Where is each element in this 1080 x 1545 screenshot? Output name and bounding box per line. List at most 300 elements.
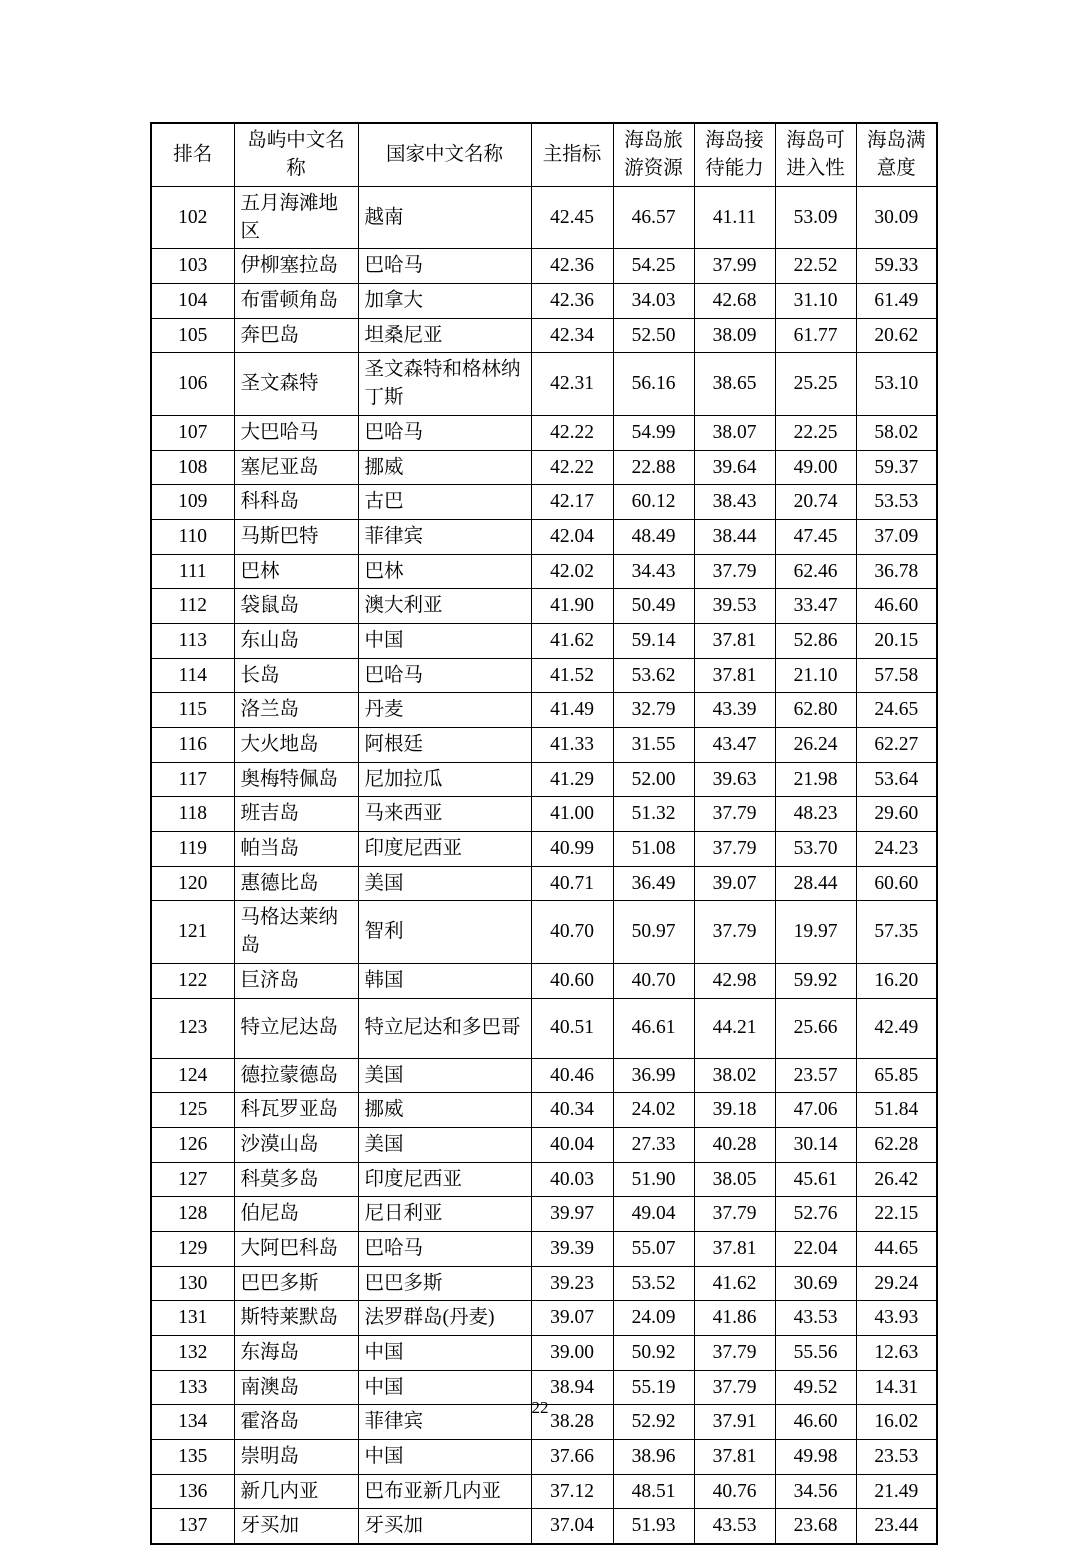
column-header-accessibility: 海岛可进入性 xyxy=(775,123,856,187)
cell-country-name: 巴哈马 xyxy=(358,1231,531,1266)
cell-accessibility: 22.25 xyxy=(775,415,856,450)
cell-country-name: 中国 xyxy=(358,623,531,658)
cell-rank: 106 xyxy=(151,353,234,415)
cell-satisfaction: 44.65 xyxy=(856,1231,937,1266)
cell-country-name: 美国 xyxy=(358,1127,531,1162)
cell-island-name: 南澳岛 xyxy=(234,1370,358,1405)
cell-tourism-resources: 54.99 xyxy=(613,415,694,450)
cell-island-name: 巴林 xyxy=(234,554,358,589)
cell-rank: 130 xyxy=(151,1266,234,1301)
cell-island-name: 马斯巴特 xyxy=(234,519,358,554)
cell-accessibility: 53.70 xyxy=(775,832,856,867)
cell-rank: 124 xyxy=(151,1058,234,1093)
cell-reception-capacity: 37.79 xyxy=(694,1370,775,1405)
table-row xyxy=(151,658,937,693)
cell-country-name: 坦桑尼亚 xyxy=(358,318,531,353)
cell-island-name: 科科岛 xyxy=(234,485,358,520)
cell-satisfaction: 29.60 xyxy=(856,797,937,832)
cell-main-index: 40.03 xyxy=(531,1162,613,1197)
cell-accessibility: 19.97 xyxy=(775,901,856,963)
table-row xyxy=(151,797,937,832)
cell-reception-capacity: 38.43 xyxy=(694,485,775,520)
cell-accessibility: 49.52 xyxy=(775,1370,856,1405)
cell-accessibility: 25.25 xyxy=(775,353,856,415)
cell-rank: 114 xyxy=(151,658,234,693)
table-row xyxy=(151,519,937,554)
cell-country-name: 巴布亚新几内亚 xyxy=(358,1474,531,1509)
table-row xyxy=(151,284,937,319)
cell-reception-capacity: 37.81 xyxy=(694,1440,775,1475)
table-row xyxy=(151,1474,937,1509)
cell-tourism-resources: 38.96 xyxy=(613,1440,694,1475)
table-row xyxy=(151,693,937,728)
cell-country-name: 阿根廷 xyxy=(358,728,531,763)
cell-tourism-resources: 53.62 xyxy=(613,658,694,693)
cell-island-name: 斯特莱默岛 xyxy=(234,1301,358,1336)
cell-accessibility: 34.56 xyxy=(775,1474,856,1509)
cell-tourism-resources: 60.12 xyxy=(613,485,694,520)
cell-satisfaction: 53.64 xyxy=(856,762,937,797)
cell-satisfaction: 60.60 xyxy=(856,866,937,901)
cell-rank: 133 xyxy=(151,1370,234,1405)
cell-satisfaction: 36.78 xyxy=(856,554,937,589)
cell-island-name: 科莫多岛 xyxy=(234,1162,358,1197)
cell-country-name: 印度尼西亚 xyxy=(358,832,531,867)
cell-main-index: 41.33 xyxy=(531,728,613,763)
cell-accessibility: 23.57 xyxy=(775,1058,856,1093)
cell-reception-capacity: 42.68 xyxy=(694,284,775,319)
table-row xyxy=(151,963,937,998)
cell-tourism-resources: 22.88 xyxy=(613,450,694,485)
cell-rank: 126 xyxy=(151,1127,234,1162)
cell-rank: 116 xyxy=(151,728,234,763)
cell-island-name: 长岛 xyxy=(234,658,358,693)
cell-rank: 122 xyxy=(151,963,234,998)
cell-satisfaction: 58.02 xyxy=(856,415,937,450)
cell-country-name: 巴哈马 xyxy=(358,415,531,450)
cell-reception-capacity: 37.79 xyxy=(694,832,775,867)
table-row xyxy=(151,998,937,1058)
cell-island-name: 科瓦罗亚岛 xyxy=(234,1093,358,1128)
cell-accessibility: 25.66 xyxy=(775,998,856,1058)
cell-satisfaction: 20.15 xyxy=(856,623,937,658)
cell-tourism-resources: 24.09 xyxy=(613,1301,694,1336)
table-row xyxy=(151,1440,937,1475)
table-row xyxy=(151,1162,937,1197)
cell-tourism-resources: 48.51 xyxy=(613,1474,694,1509)
cell-rank: 104 xyxy=(151,284,234,319)
cell-country-name: 挪威 xyxy=(358,450,531,485)
cell-country-name: 尼日利亚 xyxy=(358,1197,531,1232)
cell-accessibility: 43.53 xyxy=(775,1301,856,1336)
cell-reception-capacity: 38.07 xyxy=(694,415,775,450)
cell-reception-capacity: 43.53 xyxy=(694,1509,775,1544)
cell-satisfaction: 23.44 xyxy=(856,1509,937,1544)
cell-tourism-resources: 50.49 xyxy=(613,589,694,624)
cell-country-name: 巴巴多斯 xyxy=(358,1266,531,1301)
cell-main-index: 41.52 xyxy=(531,658,613,693)
cell-rank: 102 xyxy=(151,187,234,249)
cell-reception-capacity: 44.21 xyxy=(694,998,775,1058)
cell-tourism-resources: 36.49 xyxy=(613,866,694,901)
cell-reception-capacity: 37.81 xyxy=(694,658,775,693)
cell-country-name: 法罗群岛(丹麦) xyxy=(358,1301,531,1336)
cell-country-name: 马来西亚 xyxy=(358,797,531,832)
cell-reception-capacity: 41.86 xyxy=(694,1301,775,1336)
cell-tourism-resources: 50.92 xyxy=(613,1336,694,1371)
cell-satisfaction: 37.09 xyxy=(856,519,937,554)
cell-tourism-resources: 52.92 xyxy=(613,1405,694,1440)
cell-rank: 123 xyxy=(151,998,234,1058)
table-row xyxy=(151,1127,937,1162)
cell-accessibility: 22.04 xyxy=(775,1231,856,1266)
cell-tourism-resources: 49.04 xyxy=(613,1197,694,1232)
cell-accessibility: 21.10 xyxy=(775,658,856,693)
cell-satisfaction: 59.33 xyxy=(856,249,937,284)
cell-accessibility: 23.68 xyxy=(775,1509,856,1544)
cell-rank: 119 xyxy=(151,832,234,867)
cell-tourism-resources: 52.00 xyxy=(613,762,694,797)
table-header-row xyxy=(151,123,937,187)
cell-country-name: 丹麦 xyxy=(358,693,531,728)
cell-island-name: 塞尼亚岛 xyxy=(234,450,358,485)
cell-island-name: 大巴哈马 xyxy=(234,415,358,450)
cell-tourism-resources: 56.16 xyxy=(613,353,694,415)
cell-rank: 118 xyxy=(151,797,234,832)
cell-main-index: 41.49 xyxy=(531,693,613,728)
cell-reception-capacity: 43.47 xyxy=(694,728,775,763)
cell-reception-capacity: 38.65 xyxy=(694,353,775,415)
cell-accessibility: 22.52 xyxy=(775,249,856,284)
cell-reception-capacity: 43.39 xyxy=(694,693,775,728)
cell-reception-capacity: 37.79 xyxy=(694,797,775,832)
table-row xyxy=(151,762,937,797)
cell-island-name: 马格达莱纳岛 xyxy=(234,901,358,963)
table-row xyxy=(151,187,937,249)
cell-tourism-resources: 51.32 xyxy=(613,797,694,832)
cell-tourism-resources: 24.02 xyxy=(613,1093,694,1128)
table-row xyxy=(151,832,937,867)
table-row xyxy=(151,1231,937,1266)
cell-tourism-resources: 32.79 xyxy=(613,693,694,728)
cell-satisfaction: 42.49 xyxy=(856,998,937,1058)
cell-rank: 121 xyxy=(151,901,234,963)
cell-main-index: 42.36 xyxy=(531,249,613,284)
cell-island-name: 德拉蒙德岛 xyxy=(234,1058,358,1093)
table-row xyxy=(151,318,937,353)
cell-main-index: 42.04 xyxy=(531,519,613,554)
cell-satisfaction: 61.49 xyxy=(856,284,937,319)
cell-country-name: 中国 xyxy=(358,1370,531,1405)
cell-accessibility: 46.60 xyxy=(775,1405,856,1440)
cell-tourism-resources: 59.14 xyxy=(613,623,694,658)
cell-main-index: 37.12 xyxy=(531,1474,613,1509)
cell-satisfaction: 20.62 xyxy=(856,318,937,353)
table-row xyxy=(151,589,937,624)
table-row xyxy=(151,1509,937,1544)
cell-country-name: 加拿大 xyxy=(358,284,531,319)
cell-island-name: 惠德比岛 xyxy=(234,866,358,901)
cell-rank: 115 xyxy=(151,693,234,728)
cell-reception-capacity: 38.09 xyxy=(694,318,775,353)
cell-reception-capacity: 37.81 xyxy=(694,1231,775,1266)
cell-main-index: 40.99 xyxy=(531,832,613,867)
cell-rank: 111 xyxy=(151,554,234,589)
cell-main-index: 42.36 xyxy=(531,284,613,319)
cell-tourism-resources: 46.61 xyxy=(613,998,694,1058)
column-header-rank: 排名 xyxy=(151,123,234,187)
cell-island-name: 霍洛岛 xyxy=(234,1405,358,1440)
cell-reception-capacity: 39.53 xyxy=(694,589,775,624)
cell-tourism-resources: 50.97 xyxy=(613,901,694,963)
cell-main-index: 39.39 xyxy=(531,1231,613,1266)
cell-rank: 137 xyxy=(151,1509,234,1544)
cell-main-index: 39.23 xyxy=(531,1266,613,1301)
cell-satisfaction: 21.49 xyxy=(856,1474,937,1509)
cell-main-index: 37.66 xyxy=(531,1440,613,1475)
cell-main-index: 39.07 xyxy=(531,1301,613,1336)
cell-accessibility: 52.76 xyxy=(775,1197,856,1232)
cell-main-index: 39.00 xyxy=(531,1336,613,1371)
cell-country-name: 尼加拉瓜 xyxy=(358,762,531,797)
cell-main-index: 40.51 xyxy=(531,998,613,1058)
cell-main-index: 39.97 xyxy=(531,1197,613,1232)
cell-satisfaction: 24.65 xyxy=(856,693,937,728)
cell-reception-capacity: 39.64 xyxy=(694,450,775,485)
cell-satisfaction: 30.09 xyxy=(856,187,937,249)
cell-accessibility: 31.10 xyxy=(775,284,856,319)
cell-island-name: 崇明岛 xyxy=(234,1440,358,1475)
cell-rank: 125 xyxy=(151,1093,234,1128)
cell-accessibility: 30.69 xyxy=(775,1266,856,1301)
cell-main-index: 42.31 xyxy=(531,353,613,415)
cell-reception-capacity: 41.11 xyxy=(694,187,775,249)
cell-rank: 135 xyxy=(151,1440,234,1475)
table-row xyxy=(151,1266,937,1301)
cell-main-index: 41.29 xyxy=(531,762,613,797)
cell-tourism-resources: 55.19 xyxy=(613,1370,694,1405)
cell-country-name: 韩国 xyxy=(358,963,531,998)
cell-reception-capacity: 37.79 xyxy=(694,554,775,589)
cell-satisfaction: 43.93 xyxy=(856,1301,937,1336)
cell-reception-capacity: 38.05 xyxy=(694,1162,775,1197)
cell-tourism-resources: 40.70 xyxy=(613,963,694,998)
cell-island-name: 伊柳塞拉岛 xyxy=(234,249,358,284)
cell-accessibility: 61.77 xyxy=(775,318,856,353)
cell-island-name: 沙漠山岛 xyxy=(234,1127,358,1162)
cell-satisfaction: 51.84 xyxy=(856,1093,937,1128)
cell-country-name: 巴哈马 xyxy=(358,249,531,284)
cell-accessibility: 49.00 xyxy=(775,450,856,485)
cell-satisfaction: 23.53 xyxy=(856,1440,937,1475)
cell-main-index: 38.28 xyxy=(531,1405,613,1440)
cell-reception-capacity: 40.28 xyxy=(694,1127,775,1162)
cell-accessibility: 55.56 xyxy=(775,1336,856,1371)
cell-main-index: 41.90 xyxy=(531,589,613,624)
cell-rank: 134 xyxy=(151,1405,234,1440)
cell-main-index: 40.70 xyxy=(531,901,613,963)
table-row xyxy=(151,1058,937,1093)
cell-island-name: 东海岛 xyxy=(234,1336,358,1371)
cell-country-name: 古巴 xyxy=(358,485,531,520)
cell-accessibility: 47.06 xyxy=(775,1093,856,1128)
cell-main-index: 41.00 xyxy=(531,797,613,832)
cell-main-index: 42.45 xyxy=(531,187,613,249)
cell-tourism-resources: 51.93 xyxy=(613,1509,694,1544)
column-header-island-name: 岛屿中文名称 xyxy=(234,123,358,187)
cell-tourism-resources: 55.07 xyxy=(613,1231,694,1266)
cell-main-index: 42.22 xyxy=(531,450,613,485)
cell-satisfaction: 22.15 xyxy=(856,1197,937,1232)
cell-main-index: 42.17 xyxy=(531,485,613,520)
cell-accessibility: 30.14 xyxy=(775,1127,856,1162)
cell-tourism-resources: 36.99 xyxy=(613,1058,694,1093)
column-header-country-name: 国家中文名称 xyxy=(358,123,531,187)
cell-tourism-resources: 51.90 xyxy=(613,1162,694,1197)
cell-island-name: 东山岛 xyxy=(234,623,358,658)
cell-main-index: 40.04 xyxy=(531,1127,613,1162)
cell-accessibility: 28.44 xyxy=(775,866,856,901)
cell-reception-capacity: 37.81 xyxy=(694,623,775,658)
cell-reception-capacity: 38.44 xyxy=(694,519,775,554)
table-row xyxy=(151,485,937,520)
cell-rank: 131 xyxy=(151,1301,234,1336)
cell-island-name: 大阿巴科岛 xyxy=(234,1231,358,1266)
cell-reception-capacity: 37.99 xyxy=(694,249,775,284)
cell-tourism-resources: 31.55 xyxy=(613,728,694,763)
table-row xyxy=(151,249,937,284)
table-header xyxy=(151,123,937,187)
cell-rank: 127 xyxy=(151,1162,234,1197)
cell-rank: 103 xyxy=(151,249,234,284)
cell-rank: 107 xyxy=(151,415,234,450)
cell-main-index: 37.04 xyxy=(531,1509,613,1544)
cell-rank: 113 xyxy=(151,623,234,658)
cell-satisfaction: 62.28 xyxy=(856,1127,937,1162)
table-row xyxy=(151,1301,937,1336)
cell-island-name: 特立尼达岛 xyxy=(234,998,358,1058)
cell-tourism-resources: 34.43 xyxy=(613,554,694,589)
column-header-main-index: 主指标 xyxy=(531,123,613,187)
cell-satisfaction: 62.27 xyxy=(856,728,937,763)
cell-accessibility: 21.98 xyxy=(775,762,856,797)
cell-satisfaction: 16.20 xyxy=(856,963,937,998)
cell-island-name: 奥梅特佩岛 xyxy=(234,762,358,797)
table-row xyxy=(151,415,937,450)
cell-rank: 117 xyxy=(151,762,234,797)
island-ranking-table-container xyxy=(150,122,936,1545)
cell-island-name: 牙买加 xyxy=(234,1509,358,1544)
cell-accessibility: 47.45 xyxy=(775,519,856,554)
table-row xyxy=(151,554,937,589)
cell-island-name: 班吉岛 xyxy=(234,797,358,832)
cell-country-name: 中国 xyxy=(358,1336,531,1371)
cell-satisfaction: 65.85 xyxy=(856,1058,937,1093)
table-row xyxy=(151,901,937,963)
cell-satisfaction: 24.23 xyxy=(856,832,937,867)
cell-country-name: 智利 xyxy=(358,901,531,963)
table-row xyxy=(151,1197,937,1232)
cell-satisfaction: 14.31 xyxy=(856,1370,937,1405)
cell-island-name: 大火地岛 xyxy=(234,728,358,763)
cell-reception-capacity: 39.18 xyxy=(694,1093,775,1128)
cell-rank: 109 xyxy=(151,485,234,520)
cell-reception-capacity: 37.91 xyxy=(694,1405,775,1440)
cell-country-name: 美国 xyxy=(358,1058,531,1093)
cell-country-name: 菲律宾 xyxy=(358,1405,531,1440)
table-row xyxy=(151,623,937,658)
column-header-reception-capacity: 海岛接待能力 xyxy=(694,123,775,187)
cell-rank: 132 xyxy=(151,1336,234,1371)
table-row xyxy=(151,450,937,485)
cell-tourism-resources: 27.33 xyxy=(613,1127,694,1162)
cell-main-index: 40.60 xyxy=(531,963,613,998)
cell-accessibility: 20.74 xyxy=(775,485,856,520)
cell-main-index: 40.34 xyxy=(531,1093,613,1128)
cell-reception-capacity: 37.79 xyxy=(694,1197,775,1232)
cell-country-name: 美国 xyxy=(358,866,531,901)
cell-island-name: 洛兰岛 xyxy=(234,693,358,728)
cell-rank: 129 xyxy=(151,1231,234,1266)
cell-country-name: 巴哈马 xyxy=(358,658,531,693)
cell-country-name: 圣文森特和格林纳丁斯 xyxy=(358,353,531,415)
cell-tourism-resources: 52.50 xyxy=(613,318,694,353)
cell-reception-capacity: 39.63 xyxy=(694,762,775,797)
cell-satisfaction: 53.53 xyxy=(856,485,937,520)
cell-accessibility: 53.09 xyxy=(775,187,856,249)
cell-country-name: 特立尼达和多巴哥 xyxy=(358,998,531,1058)
cell-main-index: 42.34 xyxy=(531,318,613,353)
cell-main-index: 38.94 xyxy=(531,1370,613,1405)
cell-satisfaction: 16.02 xyxy=(856,1405,937,1440)
cell-reception-capacity: 42.98 xyxy=(694,963,775,998)
cell-reception-capacity: 38.02 xyxy=(694,1058,775,1093)
cell-main-index: 41.62 xyxy=(531,623,613,658)
cell-satisfaction: 57.58 xyxy=(856,658,937,693)
cell-accessibility: 26.24 xyxy=(775,728,856,763)
cell-satisfaction: 53.10 xyxy=(856,353,937,415)
cell-accessibility: 45.61 xyxy=(775,1162,856,1197)
cell-accessibility: 62.80 xyxy=(775,693,856,728)
cell-accessibility: 49.98 xyxy=(775,1440,856,1475)
cell-reception-capacity: 37.79 xyxy=(694,1336,775,1371)
cell-satisfaction: 59.37 xyxy=(856,450,937,485)
cell-country-name: 挪威 xyxy=(358,1093,531,1128)
cell-island-name: 巴巴多斯 xyxy=(234,1266,358,1301)
island-ranking-table xyxy=(150,122,938,1545)
cell-island-name: 帕当岛 xyxy=(234,832,358,867)
cell-island-name: 新几内亚 xyxy=(234,1474,358,1509)
cell-island-name: 圣文森特 xyxy=(234,353,358,415)
cell-tourism-resources: 34.03 xyxy=(613,284,694,319)
cell-satisfaction: 46.60 xyxy=(856,589,937,624)
cell-satisfaction: 57.35 xyxy=(856,901,937,963)
cell-rank: 120 xyxy=(151,866,234,901)
table-row xyxy=(151,1093,937,1128)
cell-satisfaction: 12.63 xyxy=(856,1336,937,1371)
cell-tourism-resources: 53.52 xyxy=(613,1266,694,1301)
cell-country-name: 菲律宾 xyxy=(358,519,531,554)
cell-accessibility: 33.47 xyxy=(775,589,856,624)
cell-rank: 136 xyxy=(151,1474,234,1509)
table-row xyxy=(151,353,937,415)
cell-accessibility: 48.23 xyxy=(775,797,856,832)
cell-main-index: 42.22 xyxy=(531,415,613,450)
cell-island-name: 奔巴岛 xyxy=(234,318,358,353)
column-header-tourism-resources: 海岛旅游资源 xyxy=(613,123,694,187)
cell-tourism-resources: 46.57 xyxy=(613,187,694,249)
cell-country-name: 印度尼西亚 xyxy=(358,1162,531,1197)
